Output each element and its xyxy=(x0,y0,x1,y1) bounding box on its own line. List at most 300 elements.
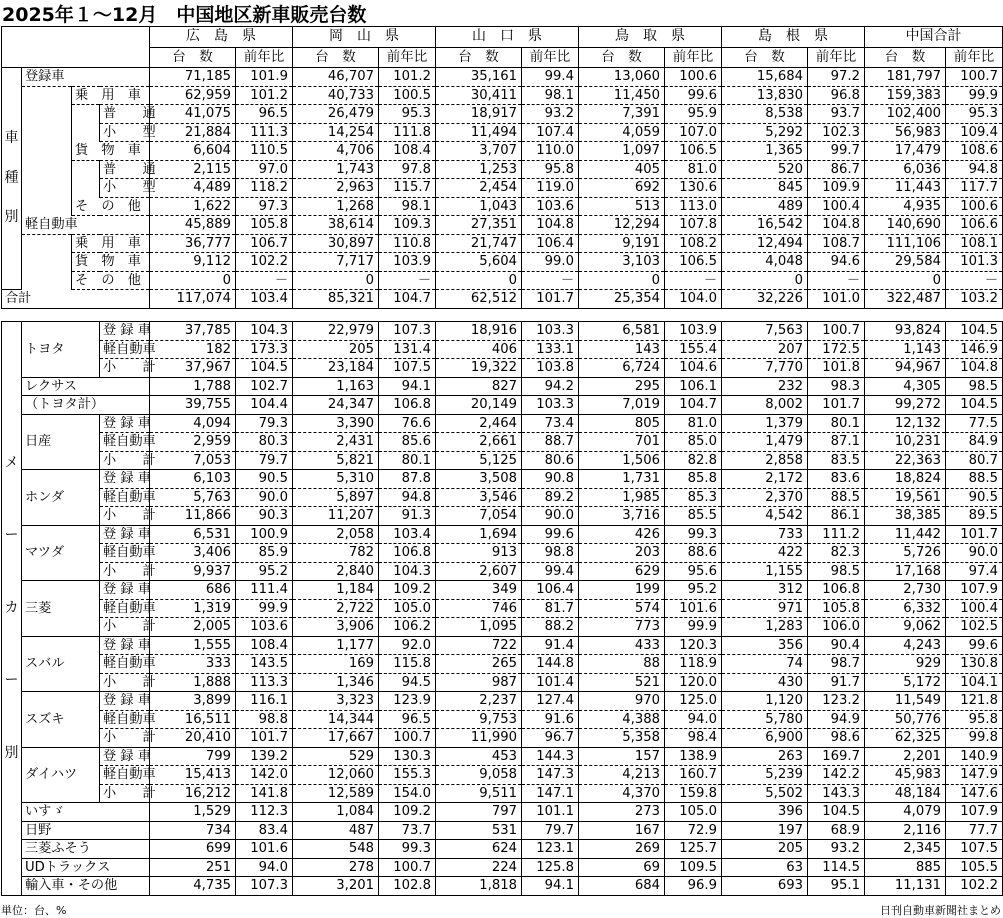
table-row xyxy=(2,216,1003,235)
count-cell: 0 xyxy=(722,271,808,290)
ratio-cell: 98.3 xyxy=(808,377,865,396)
ratio-cell: 100.4 xyxy=(946,599,1003,618)
count-cell: 5,780 xyxy=(722,710,808,729)
ratio-cell: 106.7 xyxy=(236,234,293,253)
count-cell: 2,607 xyxy=(436,562,522,581)
ratio-cell: 147.6 xyxy=(946,784,1003,803)
count-cell: 6,604 xyxy=(150,142,236,161)
ratio-cell: 76.6 xyxy=(379,414,436,433)
ratio-cell: 88.2 xyxy=(522,618,579,637)
row-label: 小 型 xyxy=(100,179,150,198)
count-cell: 15,684 xyxy=(722,68,808,87)
ratio-cell: 147.9 xyxy=(946,766,1003,785)
ratio-cell: 96.7 xyxy=(522,729,579,748)
ratio-cell: 94.6 xyxy=(808,253,865,272)
count-cell: 1,506 xyxy=(579,451,665,470)
ratio-cell: 101.7 xyxy=(808,396,865,415)
count-cell: 45,983 xyxy=(865,766,946,785)
ratio-cell: 104.5 xyxy=(946,322,1003,341)
count-cell: 929 xyxy=(865,655,946,674)
ratio-cell: 106.6 xyxy=(946,216,1003,235)
count-cell: 913 xyxy=(436,544,522,563)
row-label: 貨 物 車 xyxy=(72,142,150,161)
count-cell: 7,563 xyxy=(722,322,808,341)
count-cell: 422 xyxy=(722,544,808,563)
ratio-cell: 90.4 xyxy=(808,636,865,655)
count-cell: 4,059 xyxy=(579,123,665,142)
count-cell: 1,818 xyxy=(436,877,522,896)
ratio-cell: 82.3 xyxy=(808,544,865,563)
count-cell: 143 xyxy=(579,340,665,359)
maker-name: 輸入車・その他 xyxy=(22,877,150,896)
count-cell: 6,531 xyxy=(150,525,236,544)
ratio-cell: － xyxy=(808,271,865,290)
count-cell: 11,131 xyxy=(865,877,946,896)
count-cell: 1,319 xyxy=(150,599,236,618)
ratio-cell: 93.7 xyxy=(808,105,865,124)
row-label: 軽自動車 xyxy=(100,710,150,729)
ratio-cell: 103.9 xyxy=(665,322,722,341)
ratio-cell: 169.7 xyxy=(808,747,865,766)
count-cell: 12,294 xyxy=(579,216,665,235)
maker-name: 三菱ふそう xyxy=(22,840,150,859)
count-cell: 971 xyxy=(722,599,808,618)
count-cell: 1,120 xyxy=(722,692,808,711)
indent-cell xyxy=(72,105,100,124)
ratio-cell: 107.9 xyxy=(946,803,1003,822)
count-cell: 167 xyxy=(579,821,665,840)
ratio-cell: 80.7 xyxy=(946,451,1003,470)
row-label: 普 通 xyxy=(100,105,150,124)
ratio-cell: 99.4 xyxy=(522,68,579,87)
count-cell: 1,888 xyxy=(150,673,236,692)
count-cell: 405 xyxy=(579,160,665,179)
ratio-cell: 116.1 xyxy=(236,692,293,711)
ratio-cell: 98.8 xyxy=(522,544,579,563)
header-corner xyxy=(2,27,150,68)
maker-name: マツダ xyxy=(22,525,100,581)
ratio-cell: 104.1 xyxy=(946,673,1003,692)
row-label: 登 録 車 xyxy=(100,322,150,341)
count-cell: 11,549 xyxy=(865,692,946,711)
ratio-cell: 87.8 xyxy=(379,470,436,489)
ratio-cell: 130.3 xyxy=(379,747,436,766)
ratio-cell: 73.4 xyxy=(522,414,579,433)
ratio-cell: 95.9 xyxy=(665,105,722,124)
ratio-cell: 104.8 xyxy=(946,359,1003,378)
count-cell: 37,785 xyxy=(150,322,236,341)
ratio-cell: 154.0 xyxy=(379,784,436,803)
count-cell: 1,694 xyxy=(436,525,522,544)
row-label: 小 計 xyxy=(100,451,150,470)
ratio-cell: 102.7 xyxy=(236,377,293,396)
prefecture-header: 鳥 取 県 xyxy=(579,27,722,48)
ratio-cell: 85.8 xyxy=(665,470,722,489)
count-cell: 1,177 xyxy=(293,636,379,655)
count-cell: 799 xyxy=(150,747,236,766)
count-cell: 734 xyxy=(150,821,236,840)
ratio-cell: 142.2 xyxy=(808,766,865,785)
ratio-cell: 99.9 xyxy=(236,599,293,618)
count-cell: 11,494 xyxy=(436,123,522,142)
count-cell: 19,322 xyxy=(436,359,522,378)
table-row xyxy=(2,488,1003,507)
ratio-cell: 106.5 xyxy=(665,253,722,272)
ratio-cell: 79.7 xyxy=(236,451,293,470)
count-cell: 278 xyxy=(293,858,379,877)
count-cell: 12,494 xyxy=(722,234,808,253)
count-cell: 1,268 xyxy=(293,197,379,216)
table-row xyxy=(2,377,1003,396)
ratio-cell: 155.3 xyxy=(379,766,436,785)
ratio-cell: 96.9 xyxy=(665,877,722,896)
ratio-cell: 144.8 xyxy=(522,655,579,674)
ratio-cell: 94.8 xyxy=(379,488,436,507)
table-row xyxy=(2,322,1003,341)
table-row xyxy=(2,784,1003,803)
table-row xyxy=(2,433,1003,452)
ratio-cell: 111.4 xyxy=(236,581,293,600)
count-cell: 1,555 xyxy=(150,636,236,655)
table-row xyxy=(2,359,1003,378)
count-cell: 3,406 xyxy=(150,544,236,563)
ratio-cell: 110.0 xyxy=(522,142,579,161)
count-cell: 1,379 xyxy=(722,414,808,433)
ratio-cell: 104.3 xyxy=(379,562,436,581)
count-cell: 7,019 xyxy=(579,396,665,415)
unit-note: 単位：台、% xyxy=(1,904,67,917)
count-cell: 69 xyxy=(579,858,665,877)
ratio-cell: 119.0 xyxy=(522,179,579,198)
count-cell: 224 xyxy=(436,858,522,877)
count-cell: 17,479 xyxy=(865,142,946,161)
ratio-cell: 104.5 xyxy=(236,359,293,378)
table-row xyxy=(2,197,1003,216)
table-row xyxy=(2,179,1003,198)
ratio-cell: 98.1 xyxy=(379,197,436,216)
count-cell: 46,707 xyxy=(293,68,379,87)
row-label: 登 録 車 xyxy=(100,470,150,489)
count-cell: 5,763 xyxy=(150,488,236,507)
count-cell: 5,358 xyxy=(579,729,665,748)
ratio-cell: 101.2 xyxy=(236,86,293,105)
row-label: 小 計 xyxy=(100,673,150,692)
ratio-cell: 73.7 xyxy=(379,821,436,840)
row-label: 乗 用 車 xyxy=(72,234,150,253)
ratio-subheader: 前年比 xyxy=(379,48,436,68)
count-cell: 8,538 xyxy=(722,105,808,124)
count-cell: 94,967 xyxy=(865,359,946,378)
count-cell: 7,053 xyxy=(150,451,236,470)
count-cell: 0 xyxy=(865,271,946,290)
ratio-cell: 109.2 xyxy=(379,581,436,600)
count-cell: 3,323 xyxy=(293,692,379,711)
ratio-cell: 111.2 xyxy=(808,525,865,544)
table-row xyxy=(2,766,1003,785)
count-cell: 529 xyxy=(293,747,379,766)
prefecture-header-row xyxy=(2,27,1003,48)
count-cell: 4,305 xyxy=(865,377,946,396)
count-cell: 2,661 xyxy=(436,433,522,452)
ratio-cell: 85.0 xyxy=(665,433,722,452)
table-row xyxy=(2,581,1003,600)
ratio-cell: 99.7 xyxy=(808,142,865,161)
ratio-cell: 81.0 xyxy=(665,414,722,433)
count-cell: 13,060 xyxy=(579,68,665,87)
count-cell: 9,112 xyxy=(150,253,236,272)
ratio-cell: 102.2 xyxy=(946,877,1003,896)
ratio-cell: 105.0 xyxy=(665,803,722,822)
ratio-cell: 105.0 xyxy=(379,599,436,618)
count-cell: 11,990 xyxy=(436,729,522,748)
count-cell: 629 xyxy=(579,562,665,581)
ratio-cell: 94.9 xyxy=(808,710,865,729)
ratio-cell: 104.8 xyxy=(808,216,865,235)
table-row xyxy=(2,160,1003,179)
table-row xyxy=(2,271,1003,290)
table-row xyxy=(2,840,1003,859)
ratio-cell: 102.2 xyxy=(236,253,293,272)
ratio-cell: 94.5 xyxy=(379,673,436,692)
count-cell: 7,717 xyxy=(293,253,379,272)
count-cell: 20,149 xyxy=(436,396,522,415)
ratio-cell: 130.6 xyxy=(665,179,722,198)
count-cell: 18,917 xyxy=(436,105,522,124)
ratio-cell: 105.8 xyxy=(236,216,293,235)
count-cell: 140,690 xyxy=(865,216,946,235)
count-cell: 6,103 xyxy=(150,470,236,489)
count-cell: 29,584 xyxy=(865,253,946,272)
row-label: 小 計 xyxy=(100,359,150,378)
table-row xyxy=(2,673,1003,692)
ratio-cell: 91.6 xyxy=(522,710,579,729)
ratio-cell: 90.0 xyxy=(236,488,293,507)
count-cell: 4,370 xyxy=(579,784,665,803)
ratio-cell: 94.0 xyxy=(665,710,722,729)
count-cell: 169 xyxy=(293,655,379,674)
ratio-cell: 107.8 xyxy=(665,216,722,235)
ratio-cell: 80.6 xyxy=(522,451,579,470)
count-cell: 71,185 xyxy=(150,68,236,87)
vertical-label-maker: メ ー カ ー 別 xyxy=(2,322,22,896)
ratio-cell: 103.4 xyxy=(236,290,293,309)
count-cell: 205 xyxy=(293,340,379,359)
indent-cell xyxy=(22,197,72,216)
ratio-cell: 101.8 xyxy=(808,359,865,378)
ratio-cell: 115.7 xyxy=(379,179,436,198)
ratio-cell: 108.6 xyxy=(946,142,1003,161)
ratio-cell: 101.1 xyxy=(522,803,579,822)
indent-cell xyxy=(22,86,72,105)
ratio-cell: 101.3 xyxy=(946,253,1003,272)
ratio-cell: 98.4 xyxy=(665,729,722,748)
row-label: 小 計 xyxy=(100,784,150,803)
ratio-cell: 147.3 xyxy=(522,766,579,785)
row-label: 小 計 xyxy=(100,729,150,748)
prefecture-header: 山 口 県 xyxy=(436,27,579,48)
count-cell: 93,824 xyxy=(865,322,946,341)
ratio-cell: 106.5 xyxy=(665,142,722,161)
count-cell: 3,899 xyxy=(150,692,236,711)
count-cell: 13,830 xyxy=(722,86,808,105)
ratio-cell: 89.5 xyxy=(946,507,1003,526)
count-cell: 746 xyxy=(436,599,522,618)
count-cell: 4,935 xyxy=(865,197,946,216)
count-cell: 1,043 xyxy=(436,197,522,216)
count-cell: 970 xyxy=(579,692,665,711)
ratio-cell: 102.8 xyxy=(379,877,436,896)
count-subheader: 台 数 xyxy=(436,48,522,68)
count-cell: 263 xyxy=(722,747,808,766)
count-cell: 199 xyxy=(579,581,665,600)
table-row xyxy=(2,562,1003,581)
ratio-cell: 100.7 xyxy=(808,322,865,341)
count-cell: 433 xyxy=(579,636,665,655)
ratio-cell: － xyxy=(665,271,722,290)
ratio-cell: 104.7 xyxy=(379,290,436,309)
count-cell: 48,184 xyxy=(865,784,946,803)
count-cell: 574 xyxy=(579,599,665,618)
ratio-cell: 101.0 xyxy=(808,290,865,309)
count-cell: 693 xyxy=(722,877,808,896)
ratio-cell: 93.2 xyxy=(808,840,865,859)
count-cell: 56,983 xyxy=(865,123,946,142)
count-cell: 20,410 xyxy=(150,729,236,748)
row-label: 小 計 xyxy=(100,618,150,637)
count-cell: 487 xyxy=(293,821,379,840)
indent-cell xyxy=(22,105,72,124)
ratio-cell: 123.9 xyxy=(379,692,436,711)
ratio-cell: 106.8 xyxy=(379,396,436,415)
count-cell: 295 xyxy=(579,377,665,396)
ratio-cell: 96.5 xyxy=(236,105,293,124)
count-cell: 2,370 xyxy=(722,488,808,507)
count-cell: 38,385 xyxy=(865,507,946,526)
count-cell: 2,201 xyxy=(865,747,946,766)
ratio-cell: 111.3 xyxy=(236,123,293,142)
count-cell: 692 xyxy=(579,179,665,198)
count-cell: 9,058 xyxy=(436,766,522,785)
ratio-cell: 77.5 xyxy=(946,414,1003,433)
ratio-cell: 96.5 xyxy=(379,710,436,729)
ratio-cell: 97.2 xyxy=(808,68,865,87)
prefecture-header: 広 島 県 xyxy=(150,27,293,48)
row-label: 小 計 xyxy=(100,507,150,526)
ratio-cell: 99.6 xyxy=(946,636,1003,655)
ratio-cell: 95.2 xyxy=(665,581,722,600)
count-cell: 62,959 xyxy=(150,86,236,105)
indent-cell xyxy=(22,160,72,179)
ratio-cell: 142.0 xyxy=(236,766,293,785)
indent-cell xyxy=(22,179,72,198)
count-cell: 0 xyxy=(579,271,665,290)
table-row xyxy=(2,692,1003,711)
count-cell: 11,442 xyxy=(865,525,946,544)
count-cell: 722 xyxy=(436,636,522,655)
indent-cell xyxy=(22,253,72,272)
ratio-cell: 85.3 xyxy=(665,488,722,507)
table-row xyxy=(2,234,1003,253)
ratio-cell: 90.5 xyxy=(946,488,1003,507)
row-label: 登 録 車 xyxy=(100,581,150,600)
table-row xyxy=(2,414,1003,433)
count-cell: 322,487 xyxy=(865,290,946,309)
ratio-cell: － xyxy=(236,271,293,290)
count-cell: 17,168 xyxy=(865,562,946,581)
count-subheader: 台 数 xyxy=(293,48,379,68)
count-cell: 24,347 xyxy=(293,396,379,415)
count-cell: 1,163 xyxy=(293,377,379,396)
count-cell: 5,292 xyxy=(722,123,808,142)
count-cell: 9,191 xyxy=(579,234,665,253)
count-cell: 2,464 xyxy=(436,414,522,433)
count-cell: 2,858 xyxy=(722,451,808,470)
maker-table xyxy=(1,321,1003,896)
count-cell: 62,325 xyxy=(865,729,946,748)
count-cell: 74 xyxy=(722,655,808,674)
table-row xyxy=(2,858,1003,877)
count-cell: 5,172 xyxy=(865,673,946,692)
ratio-cell: 99.3 xyxy=(379,840,436,859)
ratio-cell: 80.1 xyxy=(379,451,436,470)
count-cell: 25,354 xyxy=(579,290,665,309)
count-cell: 39,755 xyxy=(150,396,236,415)
ratio-cell: 100.6 xyxy=(946,197,1003,216)
count-cell: 406 xyxy=(436,340,522,359)
ratio-cell: 172.5 xyxy=(808,340,865,359)
ratio-cell: 106.2 xyxy=(379,618,436,637)
count-cell: 157 xyxy=(579,747,665,766)
ratio-cell: 85.9 xyxy=(236,544,293,563)
row-label: 小 計 xyxy=(100,562,150,581)
ratio-cell: 105.5 xyxy=(946,858,1003,877)
count-cell: 5,604 xyxy=(436,253,522,272)
page-title: 2025年１～12月 中国地区新車販売台数 xyxy=(2,4,367,26)
ratio-cell: 95.8 xyxy=(522,160,579,179)
count-cell: 30,411 xyxy=(436,86,522,105)
count-cell: 1,529 xyxy=(150,803,236,822)
ratio-cell: 106.8 xyxy=(379,544,436,563)
count-cell: 2,963 xyxy=(293,179,379,198)
count-cell: 11,866 xyxy=(150,507,236,526)
row-label: 登 録 車 xyxy=(100,636,150,655)
count-cell: 513 xyxy=(579,197,665,216)
ratio-cell: 118.9 xyxy=(665,655,722,674)
count-cell: 9,511 xyxy=(436,784,522,803)
count-cell: 7,391 xyxy=(579,105,665,124)
table-row xyxy=(2,877,1003,896)
count-cell: 17,667 xyxy=(293,729,379,748)
indent-cell xyxy=(72,179,100,198)
ratio-cell: 99.9 xyxy=(946,86,1003,105)
ratio-cell: 112.3 xyxy=(236,803,293,822)
count-cell: 987 xyxy=(436,673,522,692)
ratio-cell: － xyxy=(379,271,436,290)
table-row xyxy=(2,142,1003,161)
count-cell: 2,730 xyxy=(865,581,946,600)
ratio-cell: 93.2 xyxy=(522,105,579,124)
ratio-cell: 109.3 xyxy=(379,216,436,235)
ratio-cell: 155.4 xyxy=(665,340,722,359)
ratio-cell: 100.7 xyxy=(379,858,436,877)
count-cell: 251 xyxy=(150,858,236,877)
ratio-cell: 109.4 xyxy=(946,123,1003,142)
ratio-cell: 104.4 xyxy=(236,396,293,415)
row-label: 登 録 車 xyxy=(100,525,150,544)
count-cell: 4,542 xyxy=(722,507,808,526)
ratio-cell: 107.3 xyxy=(236,877,293,896)
ratio-cell: 159.8 xyxy=(665,784,722,803)
